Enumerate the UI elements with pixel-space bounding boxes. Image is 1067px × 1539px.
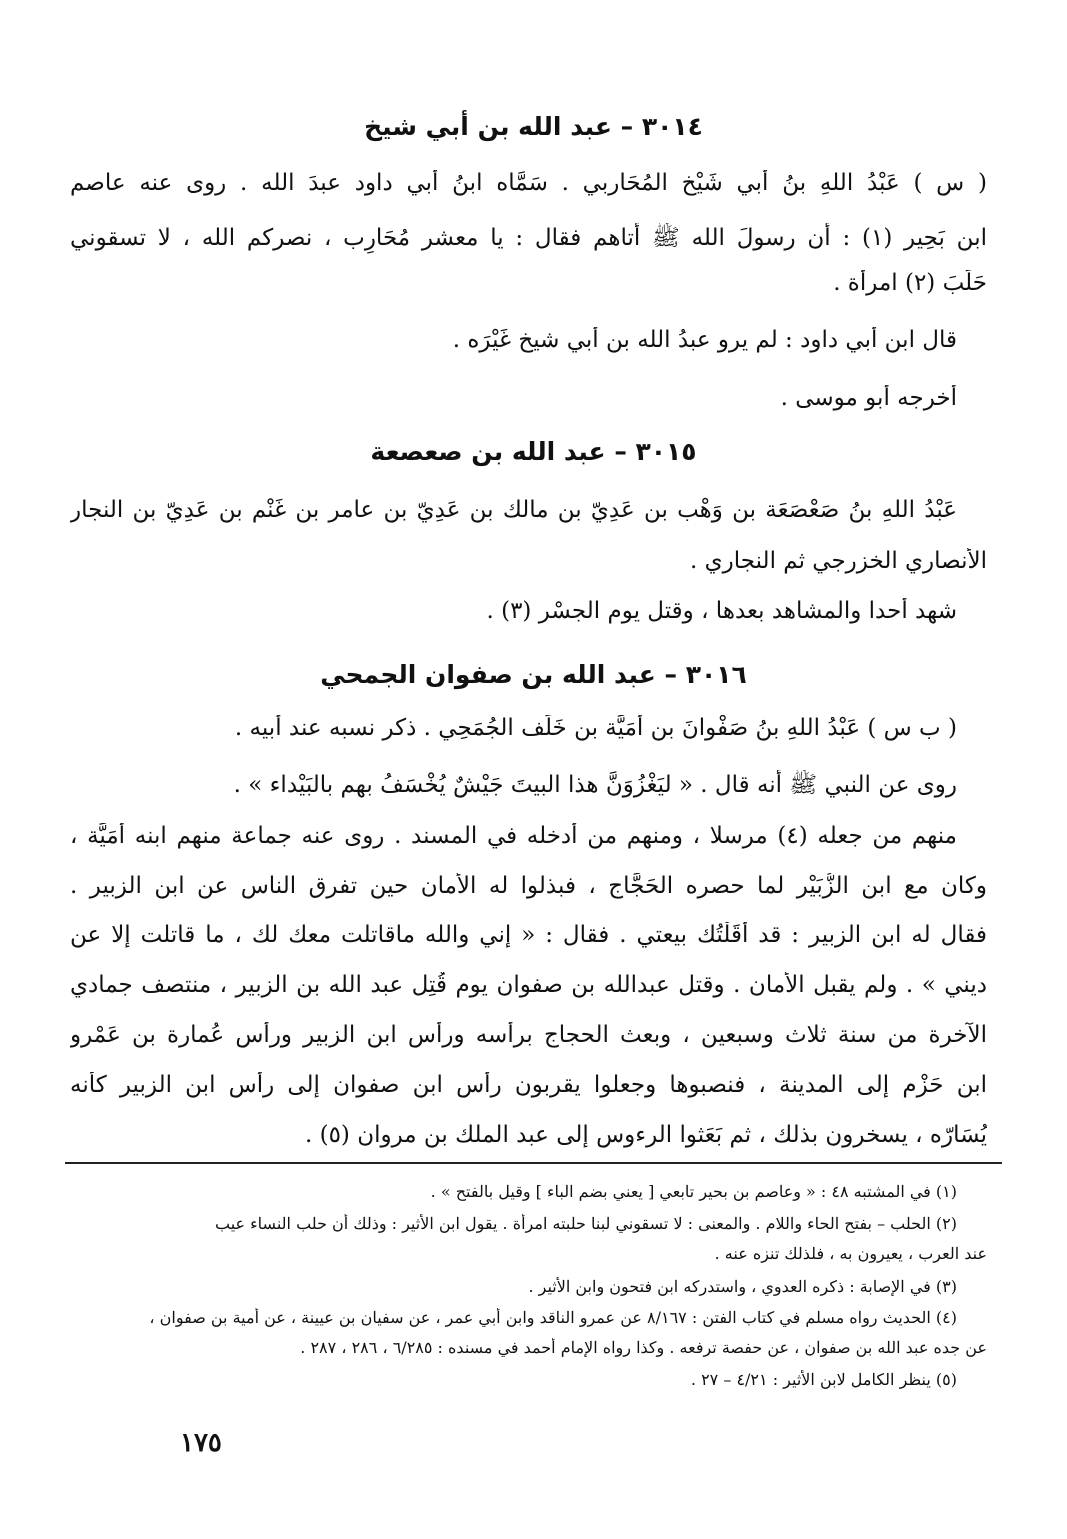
- page-number: ١٧٥: [180, 1428, 222, 1458]
- entry-heading-3015: ٣٠١٥ – عبد الله بن صعصعة: [370, 437, 697, 466]
- footnote: (١) في المشتبه ٤٨ : « وعاصم بن بحير تابعي [ يعني بضم الباء ] وقيل بالفتح » .: [430, 1182, 957, 1201]
- text-line: ديني » . ولم يقبل الأمان . وقتل عبدالله بن صفوان يوم قُتِل عبد الله بن الزبير ، منتصف جمادي: [70, 972, 987, 998]
- text-line: ابن بَحِير (١) : أن رسولَ الله ﷺ أتاهم فقال : يا معشر مُحَارِب ، نصركم الله ، لا تسقوني: [70, 225, 987, 251]
- text-line: شهد أحدا والمشاهد بعدها ، وقتل يوم الجسْر (٣) .: [486, 598, 957, 624]
- text-line: منهم من جعله (٤) مرسلا ، ومنهم من أدخله في المسند . روى عنه جماعة منهم ابنه أُمَيَّة ،: [70, 823, 957, 849]
- footnote: (٤) الحديث رواه مسلم في كتاب الفتن : ٨/١٦٧ عن عمرو الناقد وابن أبي عمر ، عن سفيان بن عيينة ، عن أمية بن صفوان ،: [149, 1308, 957, 1327]
- text-line: ابن حَزْم إلى المدينة ، فنصبوها وجعلوا يقربون رأس ابن صفوان إلى رأس ابن الزبير كأنه: [70, 1072, 987, 1098]
- text-line: فقال له ابن الزبير : قد أَقَلْتُك بيعتي . فقال : « إني والله ماقاتلت معك لك ، ما قاتلت إلا عن: [70, 922, 987, 948]
- entry-heading-3014: ٣٠١٤ – عبد الله بن أبي شيخ: [364, 112, 703, 141]
- footnote: عن جده عبد الله بن صفوان ، عن حفصة ترفعه . وكذا رواه الإمام أحمد في مسنده : ٦/٢٨٥ ، ٢٨٦ ، ٢٨٧ .: [300, 1338, 987, 1357]
- footnote: (٣) في الإصابة : ذكره العدوي ، واستدركه ابن فتحون وابن الأثير .: [528, 1277, 957, 1296]
- text-line: روى عن النبي ﷺ أنه قال . « ليَغْزُوَنَّ هذا البيتَ جَيْشٌ يُخْسَفُ بهم بالبَيْداء » .: [233, 772, 957, 798]
- text-line: وكان مع ابن الزُّبَيْر لما حصره الحَجَّاج ، فبذلوا له الأمان حين تفرق الناس عن ابن الزبير .: [70, 873, 987, 899]
- footnote-divider: [65, 1162, 1002, 1164]
- footnote: عند العرب ، يعيرون به ، فلذلك تنزه عنه .: [714, 1244, 987, 1263]
- entry-heading-3016: ٣٠١٦ – عبد الله بن صفوان الجمحي: [320, 660, 747, 689]
- footnote: (٢) الحلب – بفتح الحاء واللام . والمعنى : لا تسقوني لبنا حلبته امرأة . يقول ابن الأثير : وذلك أن حلب النساء عيب: [214, 1214, 957, 1233]
- footnote: (٥) ينظر الكامل لابن الأثير : ٤/٢١ – ٢٧ .: [690, 1370, 957, 1389]
- text-line: ( س ) عَبْدُ اللهِ بنُ أَبي شَيْخ المُحَارِبي . سَمَّاه ابنُ أبي داود عبدَ الله . روى عنه عاصم: [70, 170, 987, 196]
- text-line: الأنصاري الخزرجي ثم النجاري .: [690, 548, 987, 574]
- text-line: قال ابن أبي داود : لم يرو عبدُ الله بن أبي شيخ غَيْرَه .: [452, 327, 957, 353]
- text-line: ( ب س ) عَبْدُ اللهِ بنُ صَفْوانَ بن أُمَيَّة بن خَلَف الجُمَحِي . ذكر نسبه عند أبيه .: [234, 715, 957, 741]
- text-line: الآخرة من سنة ثلاث وسبعين ، وبعث الحجاج برأسه ورأس ابن الزبير ورأس عُمارة بن عَمْرو: [70, 1022, 987, 1048]
- text-line: يُسَارّه ، يسخرون بذلك ، ثم بَعَثوا الرءوس إلى عبد الملك بن مروان (٥) .: [304, 1122, 987, 1148]
- text-line: حَلَبَ (٢) امرأة .: [833, 270, 987, 296]
- text-line: عَبْدُ اللهِ بنُ صَعْصَعَة بن وَهْب بن عَدِيّ بن مالك بن عَدِيّ بن عامر بن غَنْم بن عَدِيّ بن النجار: [70, 497, 957, 523]
- text-line: أخرجه أبو موسى .: [780, 385, 957, 411]
